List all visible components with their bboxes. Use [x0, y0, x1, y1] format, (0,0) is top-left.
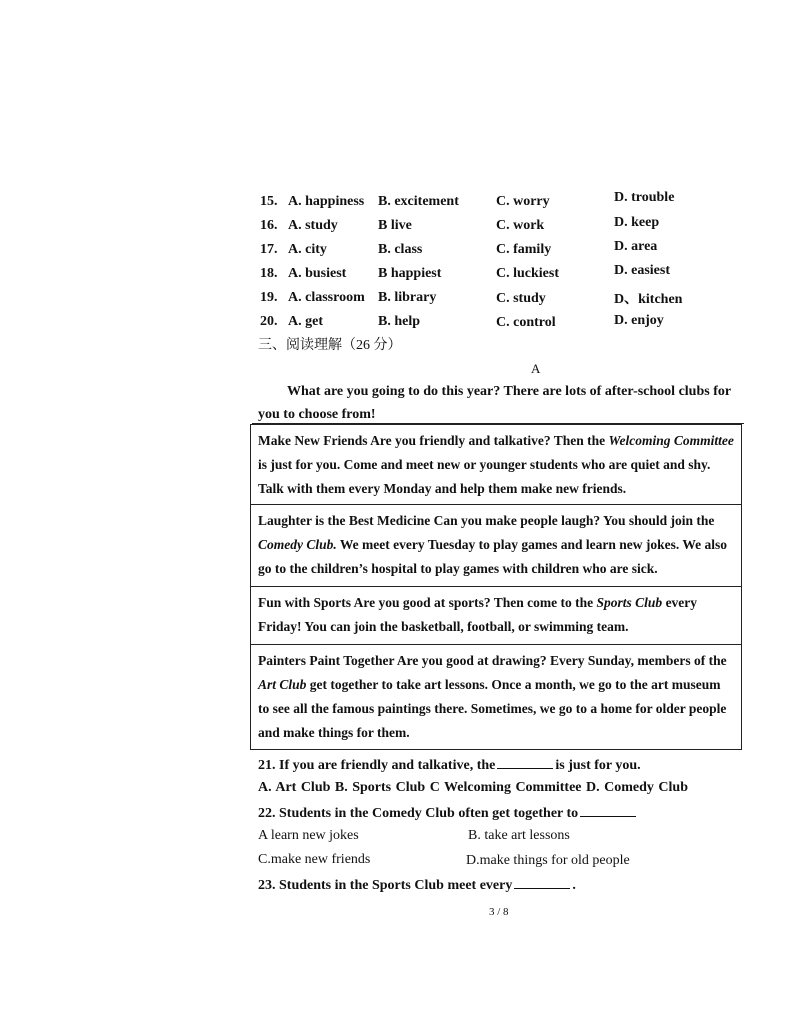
question-22-option-a: A learn new jokes [258, 828, 359, 843]
option-d: D. area [614, 239, 658, 254]
club-box-comedy [250, 504, 742, 587]
question-21-text-end: is just for you. [555, 758, 641, 773]
answer-blank [497, 756, 553, 769]
club-name: Comedy Club. [258, 537, 337, 552]
question-22-option-b: B. take art lessons [468, 828, 570, 843]
club-intro: Painters Paint Together Are you good at drawing? Every Sunday, members of the [258, 653, 727, 668]
intro-line-1: What are you going to do this year? There are lots of after-school clubs for [287, 384, 732, 399]
option-d: D. keep [614, 215, 660, 230]
option-b: B live [378, 218, 412, 233]
club-details: get together to take art lessons. Once a month, we go to the art museum to see all the famous paintings there. Sometimes, we go to a home for older people and make things for them. [258, 677, 727, 740]
option-c: C. luckiest [496, 266, 559, 281]
club-details: We meet every Tuesday to play games and learn new jokes. We also go to the children’s hospital to play games with children who are sick. [258, 537, 728, 576]
question-number: 20. [260, 314, 278, 329]
club-details: is just for you. Come and meet new or younger students who are quiet and shy. Talk with them every Monday and help them make new friends. [258, 457, 711, 496]
club-intro: Fun with Sports Are you good at sports? Then come to the [258, 595, 597, 610]
question-21-text: 21. If you are friendly and talkative, the [258, 758, 496, 773]
question-number: 17. [260, 242, 278, 257]
question-22-option-c: C.make new friends [258, 852, 371, 867]
option-d: D、kitchen [614, 292, 683, 307]
option-a: A. busiest [288, 266, 347, 281]
question-number: 18. [260, 266, 278, 281]
club-intro: Laughter is the Best Medicine Can you make people laugh? You should join the [258, 513, 715, 528]
club-box-welcoming [250, 424, 742, 505]
option-a: A. city [288, 242, 327, 257]
option-a: A. classroom [288, 290, 365, 305]
club-box-sports [250, 586, 742, 645]
club-name: Welcoming Committee [608, 433, 734, 448]
option-c: C. control [496, 315, 556, 330]
option-d: D. easiest [614, 263, 670, 278]
option-c: C. family [496, 242, 552, 257]
option-c: C. worry [496, 194, 550, 209]
answer-blank [514, 876, 570, 889]
question-23-text: 23. Students in the Sports Club meet every [258, 878, 513, 893]
option-b: B. help [378, 314, 421, 329]
club-details: every Friday! You can join the basketball, football, or swimming team. [258, 595, 698, 634]
question-22 [258, 804, 638, 822]
option-c: C. study [496, 291, 546, 306]
option-b: B. class [378, 242, 423, 257]
club-name: Sports Club [596, 595, 663, 610]
option-d: D. trouble [614, 190, 675, 205]
question-22-option-d: D.make things for old people [466, 853, 630, 868]
option-a: A. study [288, 218, 338, 233]
passage-label: A [531, 361, 541, 376]
question-number: 19. [260, 290, 278, 305]
question-23: 23. Students in the Sports Club meet every . [258, 878, 576, 893]
option-d: D. enjoy [614, 313, 664, 328]
option-b: B. excitement [378, 194, 459, 209]
question-21-options: A. Art Club B. Sports Club C Welcoming Committee D. Comedy Club [258, 780, 688, 795]
club-name: Art Club [258, 677, 307, 692]
club-intro: Make New Friends Are you friendly and talkative? Then the [258, 433, 609, 448]
page-number: 3 / 8 [489, 906, 509, 918]
option-a: A. get [288, 314, 323, 329]
option-c: C. work [496, 218, 545, 233]
option-b: B happiest [378, 266, 442, 281]
intro-line-2: you to choose from! [258, 407, 376, 422]
section-title: 三、阅读理解（26 分） [258, 338, 402, 353]
option-a: A. happiness [288, 194, 365, 209]
club-box-art [250, 644, 742, 750]
question-21 [258, 756, 641, 774]
question-number: 15. [260, 194, 278, 209]
option-b: B. library [378, 290, 437, 305]
answer-blank [580, 804, 636, 817]
question-number: 16. [260, 218, 278, 233]
question-22-text: 22. Students in the Comedy Club often get together to [258, 806, 579, 821]
